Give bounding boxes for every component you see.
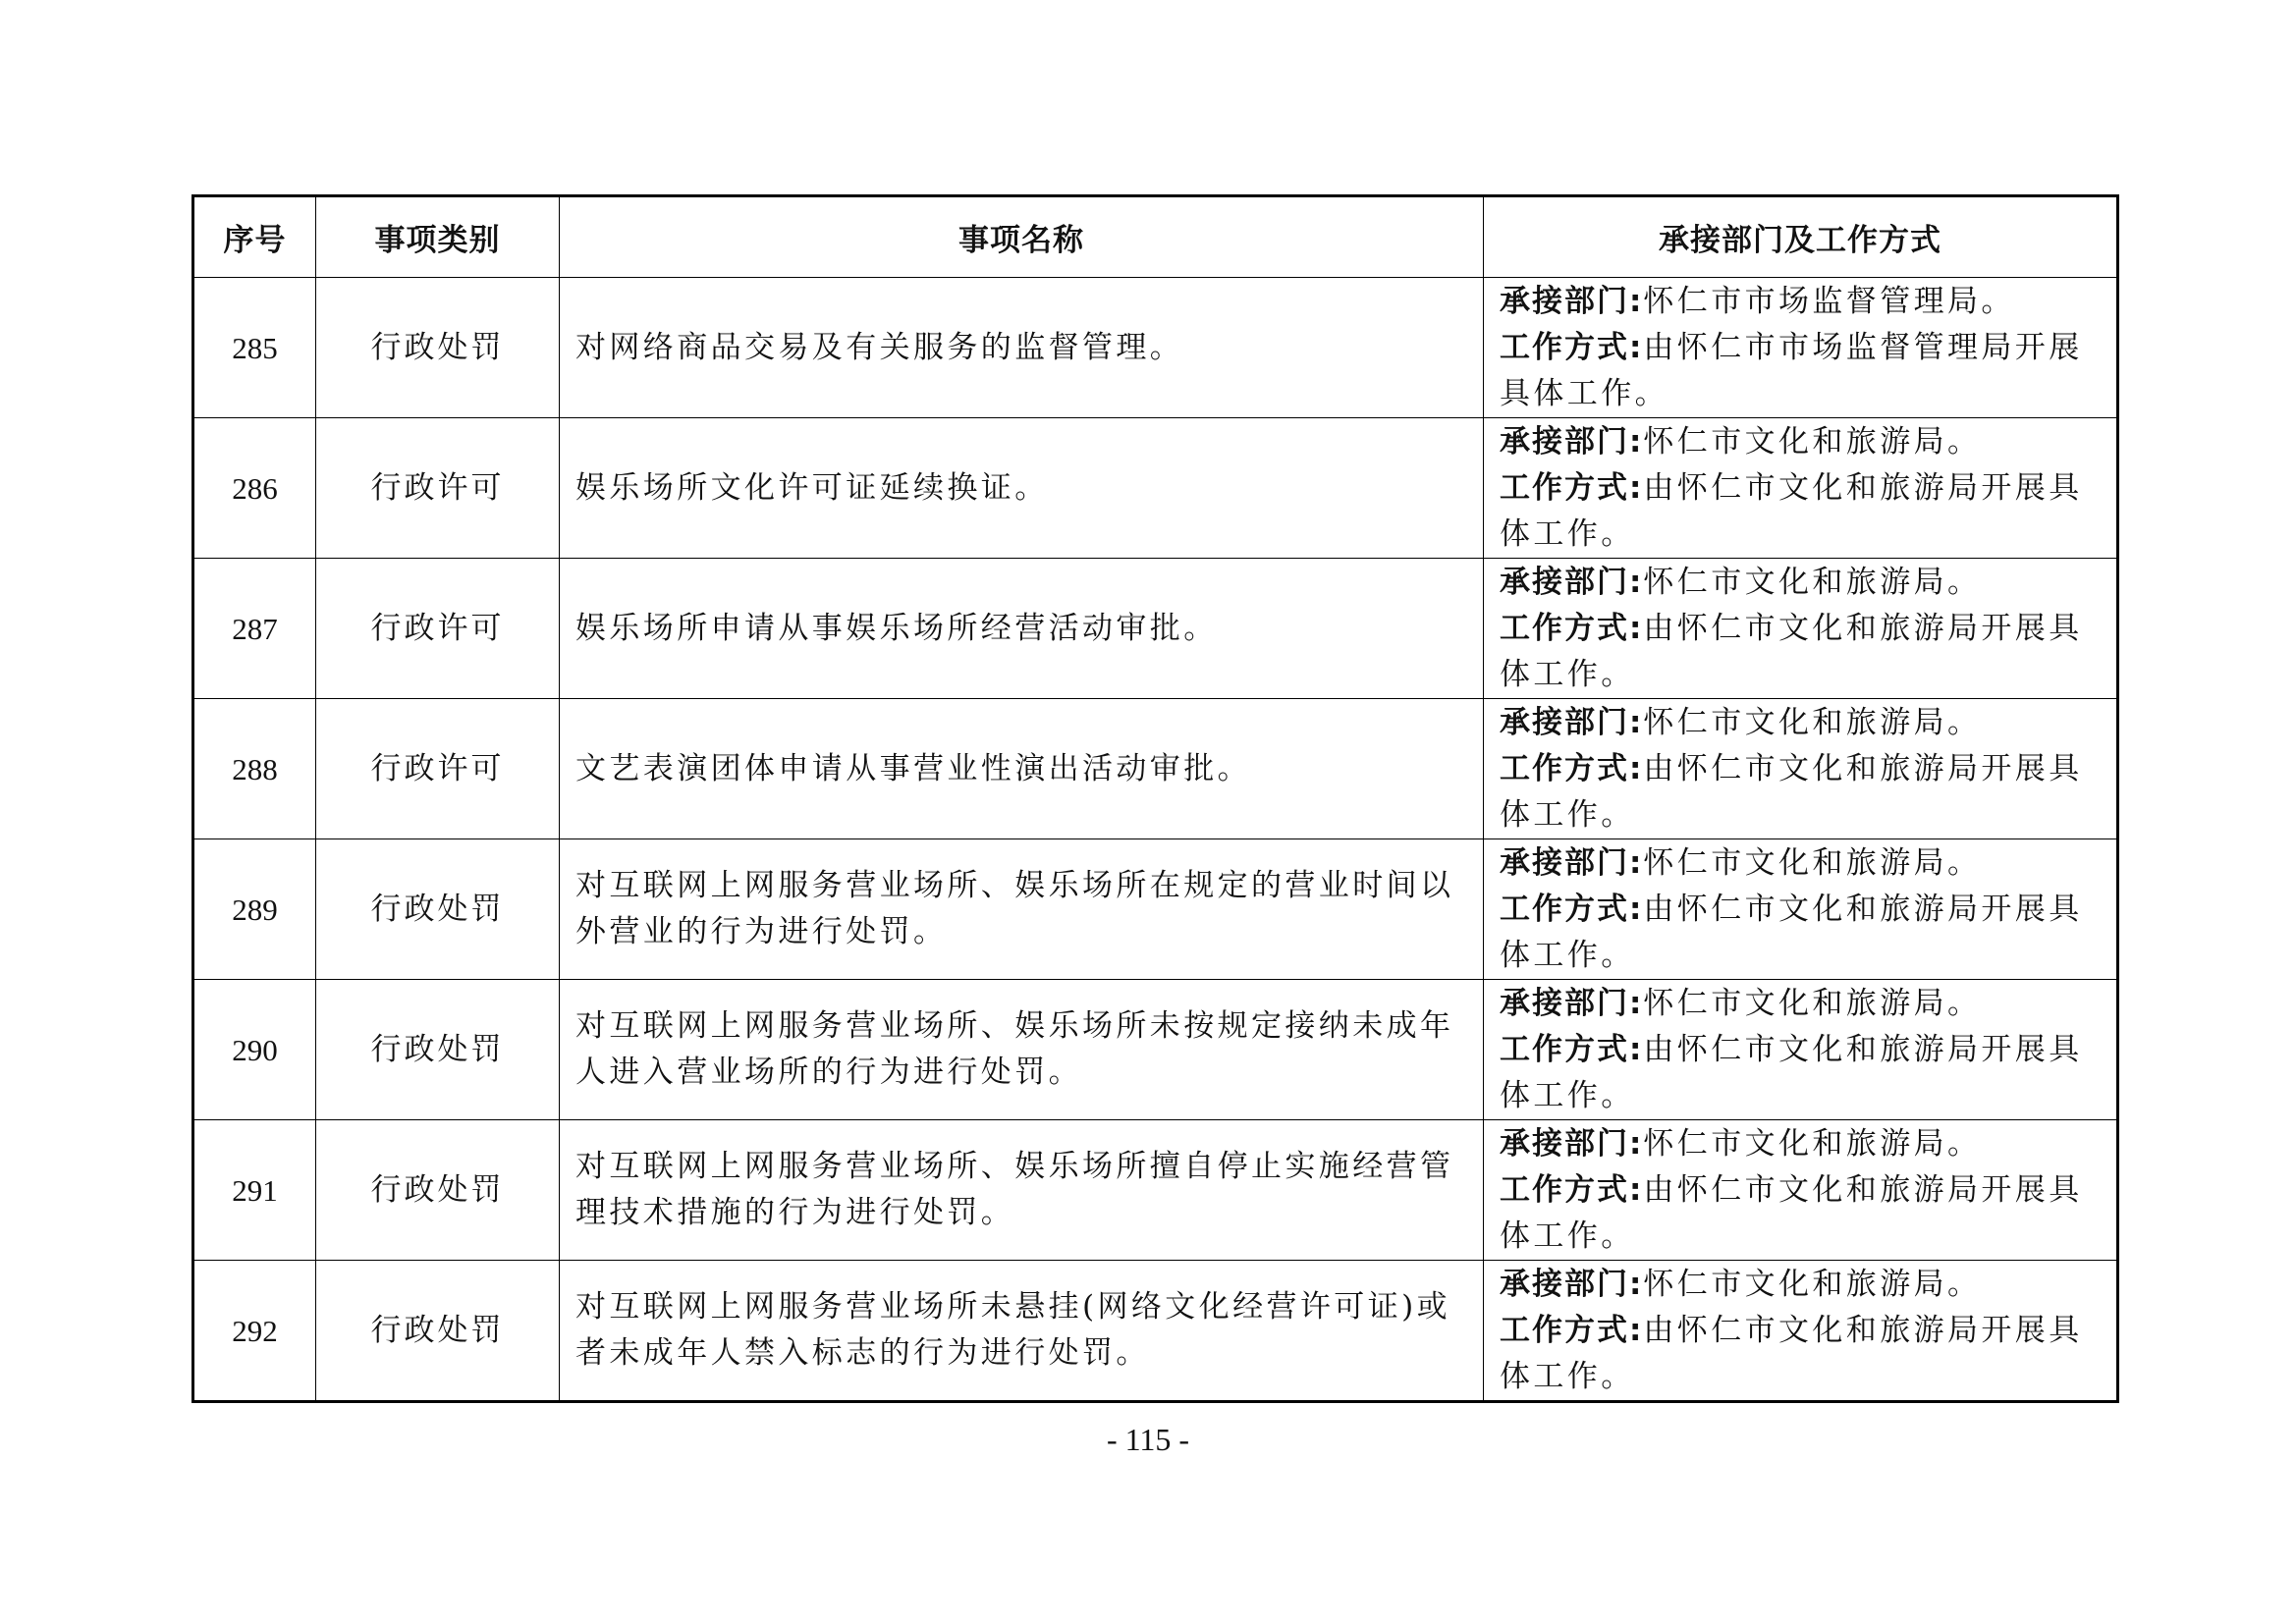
dept-value: 怀仁市文化和旅游局。 bbox=[1643, 1125, 1982, 1162]
cell-item-name: 对网络商品交易及有关服务的监督管理。 bbox=[560, 278, 1484, 418]
method-label: 工作方式: bbox=[1500, 469, 1644, 506]
table-row bbox=[193, 699, 2118, 839]
method-line bbox=[1500, 325, 2103, 417]
method-value: 由怀仁市文化和旅游局开展具体工作。 bbox=[1500, 469, 2083, 552]
dept-value: 怀仁市文化和旅游局。 bbox=[1643, 704, 1982, 740]
table-row bbox=[193, 1261, 2118, 1402]
table-row bbox=[193, 278, 2118, 418]
cell-category: 行政处罚 bbox=[316, 278, 560, 418]
dept-label: 承接部门: bbox=[1500, 704, 1644, 740]
cell-item-name: 娱乐场所申请从事娱乐场所经营活动审批。 bbox=[560, 559, 1484, 699]
cell-category: 行政处罚 bbox=[316, 980, 560, 1120]
cell-category: 行政许可 bbox=[316, 699, 560, 839]
dept-value: 怀仁市文化和旅游局。 bbox=[1643, 1266, 1982, 1302]
method-label: 工作方式: bbox=[1500, 610, 1644, 646]
dept-line bbox=[1500, 560, 2103, 606]
method-label: 工作方式: bbox=[1500, 1031, 1644, 1067]
cell-no: 290 bbox=[193, 980, 316, 1120]
cell-dept-method bbox=[1484, 559, 2118, 699]
method-line bbox=[1500, 465, 2103, 558]
cell-item-name: 对互联网上网服务营业场所、娱乐场所擅自停止实施经营管理技术措施的行为进行处罚。 bbox=[560, 1120, 1484, 1261]
method-value: 由怀仁市文化和旅游局开展具体工作。 bbox=[1500, 891, 2083, 973]
method-value: 由怀仁市文化和旅游局开展具体工作。 bbox=[1500, 1171, 2083, 1254]
cell-item-name: 对互联网上网服务营业场所、娱乐场所在规定的营业时间以外营业的行为进行处罚。 bbox=[560, 839, 1484, 980]
cell-category: 行政许可 bbox=[316, 559, 560, 699]
method-value: 由怀仁市文化和旅游局开展具体工作。 bbox=[1500, 1312, 2083, 1394]
dept-value: 怀仁市文化和旅游局。 bbox=[1643, 985, 1982, 1021]
cell-dept-method bbox=[1484, 839, 2118, 980]
header-category: 事项类别 bbox=[316, 196, 560, 278]
cell-item-name: 对互联网上网服务营业场所未悬挂(网络文化经营许可证)或者未成年人禁入标志的行为进行处罚。 bbox=[560, 1261, 1484, 1402]
cell-no: 287 bbox=[193, 559, 316, 699]
method-label: 工作方式: bbox=[1500, 891, 1644, 927]
cell-no: 285 bbox=[193, 278, 316, 418]
method-label: 工作方式: bbox=[1500, 1312, 1644, 1348]
method-value: 由怀仁市文化和旅游局开展具体工作。 bbox=[1500, 1031, 2083, 1113]
header-dept-method: 承接部门及工作方式 bbox=[1484, 196, 2118, 278]
dept-line bbox=[1500, 1121, 2103, 1167]
dept-line bbox=[1500, 279, 2103, 325]
method-line bbox=[1500, 1308, 2103, 1400]
cell-dept-method bbox=[1484, 418, 2118, 559]
dept-value: 怀仁市市场监督管理局。 bbox=[1643, 283, 2015, 319]
page-number: - 115 - bbox=[1106, 1422, 1190, 1457]
method-label: 工作方式: bbox=[1500, 750, 1644, 786]
table-body bbox=[193, 278, 2118, 1402]
cell-item-name: 娱乐场所文化许可证延续换证。 bbox=[560, 418, 1484, 559]
method-line bbox=[1500, 606, 2103, 698]
cell-no: 291 bbox=[193, 1120, 316, 1261]
cell-dept-method bbox=[1484, 278, 2118, 418]
method-label: 工作方式: bbox=[1500, 329, 1644, 365]
cell-dept-method bbox=[1484, 699, 2118, 839]
cell-no: 288 bbox=[193, 699, 316, 839]
dept-value: 怀仁市文化和旅游局。 bbox=[1643, 423, 1982, 460]
method-value: 由怀仁市市场监督管理局开展具体工作。 bbox=[1500, 329, 2083, 411]
dept-label: 承接部门: bbox=[1500, 283, 1644, 319]
method-value: 由怀仁市文化和旅游局开展具体工作。 bbox=[1500, 610, 2083, 692]
cell-dept-method bbox=[1484, 980, 2118, 1120]
table-row bbox=[193, 559, 2118, 699]
dept-value: 怀仁市文化和旅游局。 bbox=[1643, 564, 1982, 600]
cell-item-name: 对互联网上网服务营业场所、娱乐场所未按规定接纳未成年人进入营业场所的行为进行处罚。 bbox=[560, 980, 1484, 1120]
cell-no: 286 bbox=[193, 418, 316, 559]
cell-no: 292 bbox=[193, 1261, 316, 1402]
table-row bbox=[193, 1120, 2118, 1261]
cell-category: 行政处罚 bbox=[316, 839, 560, 980]
method-value: 由怀仁市文化和旅游局开展具体工作。 bbox=[1500, 750, 2083, 833]
dept-label: 承接部门: bbox=[1500, 844, 1644, 881]
cell-dept-method bbox=[1484, 1120, 2118, 1261]
cell-no: 289 bbox=[193, 839, 316, 980]
cell-category: 行政处罚 bbox=[316, 1261, 560, 1402]
dept-line bbox=[1500, 700, 2103, 746]
dept-line bbox=[1500, 1262, 2103, 1308]
method-line bbox=[1500, 1027, 2103, 1119]
method-label: 工作方式: bbox=[1500, 1171, 1644, 1208]
table-row bbox=[193, 418, 2118, 559]
dept-label: 承接部门: bbox=[1500, 423, 1644, 460]
method-line bbox=[1500, 1167, 2103, 1260]
dept-line bbox=[1500, 419, 2103, 465]
cell-item-name: 文艺表演团体申请从事营业性演出活动审批。 bbox=[560, 699, 1484, 839]
cell-category: 行政许可 bbox=[316, 418, 560, 559]
header-name: 事项名称 bbox=[560, 196, 1484, 278]
table-header-row bbox=[193, 196, 2118, 278]
cell-category: 行政处罚 bbox=[316, 1120, 560, 1261]
header-no: 序号 bbox=[193, 196, 316, 278]
dept-label: 承接部门: bbox=[1500, 1125, 1644, 1162]
dept-line bbox=[1500, 840, 2103, 887]
dept-label: 承接部门: bbox=[1500, 1266, 1644, 1302]
method-line bbox=[1500, 887, 2103, 979]
dept-line bbox=[1500, 981, 2103, 1027]
cell-dept-method bbox=[1484, 1261, 2118, 1402]
items-table bbox=[191, 194, 2119, 1403]
method-line bbox=[1500, 746, 2103, 839]
dept-label: 承接部门: bbox=[1500, 564, 1644, 600]
table-row bbox=[193, 980, 2118, 1120]
dept-label: 承接部门: bbox=[1500, 985, 1644, 1021]
dept-value: 怀仁市文化和旅游局。 bbox=[1643, 844, 1982, 881]
table-row bbox=[193, 839, 2118, 980]
